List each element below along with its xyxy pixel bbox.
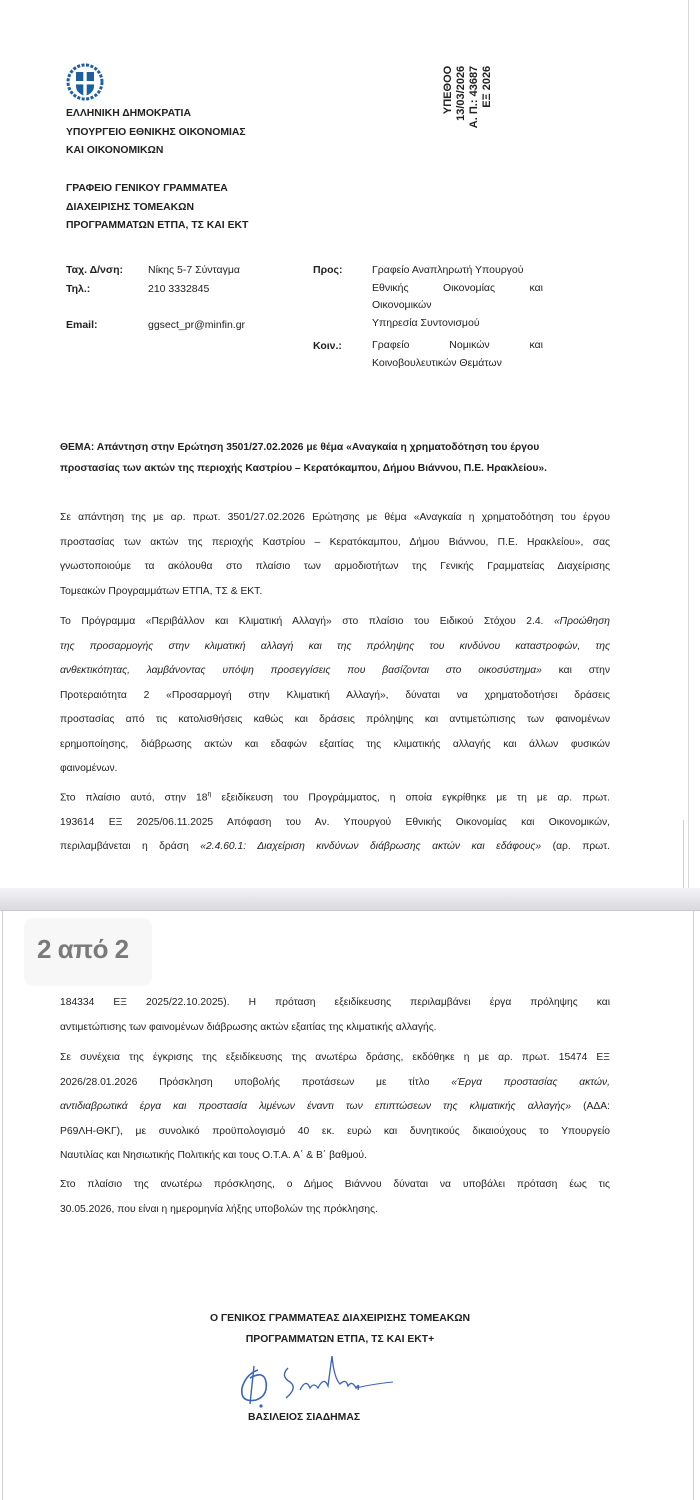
- page-separator: [0, 888, 700, 911]
- text-line: γνωστοποιούμε τα ακόλουθα στο πλαίσιο των αρμοδιοτήτων της Γενικής Γραμματείας Διαχείρισης: [60, 561, 610, 572]
- paragraph-5: [60, 1046, 610, 1169]
- signatory-title-line: ΠΡΟΓΡΑΜΜΑΤΩΝ ΕΤΠΑ, ΤΣ ΚΑΙ ΕΚΤ+: [245, 1334, 435, 1345]
- stamp-line: ΕΞ 2026: [481, 65, 493, 108]
- text-line: Ρ69ΛΗ-ΘΚΓ), με συνολικό προϋπολογισμό 40 εκ. ευρώ και δυνητικούς δικαιούχους το Υπουργείο: [60, 1125, 610, 1137]
- italic-run: της προσαρμογής στην κλιματική αλλαγή και της πρόληψης του κινδύνου καταστροφών, της: [60, 640, 610, 652]
- superscript: η: [207, 791, 212, 798]
- italic-run: αντιδιαβρωτικά έργα και προστασία λιμένων έναντι των επιπτώσεων της κλιματικής αλλαγής»: [60, 1101, 572, 1112]
- protocol-stamp: [418, 52, 518, 142]
- subject-line: προστασίας των ακτών της περιοχής Καστρίου – Κερατόκαμπου, Δήμου Βιάννου, Π.Ε. Ηρακλείου».: [60, 463, 548, 474]
- text-line: Ναυτιλίας και Νησιωτικής Πολιτικής και τους Ο.Τ.Α. Α΄ & Β΄ βαθμού.: [60, 1150, 367, 1161]
- recipient-line: Οικονομικών: [372, 299, 432, 311]
- office-line: ΠΡΟΓΡΑΜΜΑΤΩΝ ΕΤΠΑ, ΤΣ ΚΑΙ ΕΚΤ: [66, 220, 249, 231]
- text-line: [60, 1071, 610, 1096]
- address-label: Ταχ. Δ/νση:: [66, 264, 123, 276]
- text-run: (αρ. πρωτ.: [541, 841, 611, 853]
- text-line: [60, 659, 610, 684]
- to-label: Προς:: [313, 264, 343, 276]
- text-line: Τομεακών Προγραμμάτων ΕΤΠΑ, ΤΣ & ΕΚΤ.: [60, 585, 263, 597]
- paragraph-4: [60, 991, 610, 1040]
- text-line: [60, 835, 610, 860]
- org-line: ΕΛΛΗΝΙΚΗ ΔΗΜΟΚΡΑΤΙΑ: [66, 108, 191, 119]
- recipient-line: Εθνικής Οικονομίας και: [372, 281, 543, 294]
- recipient-line: Γραφείο Αναπληρωτή Υπουργού: [372, 264, 524, 276]
- text-run: και στην: [541, 665, 610, 676]
- page-edge: [683, 820, 684, 888]
- text-run: εξειδίκευση του Προγράμματος, η οποία εγκρίθηκε με τη με αρ. πρωτ.: [211, 792, 610, 804]
- signatory-title: [180, 1308, 500, 1350]
- italic-run: ανθεκτικότητας, λαμβάνοντας υπόψη προσεγγίσεις που βασίζονται στο οικοσύστημα»: [60, 665, 542, 676]
- text-line: 184334 ΕΞ 2025/22.10.2025). Η πρόταση εξειδίκευσης περιλαμβάνει έργα πρόληψης και: [60, 997, 610, 1008]
- signatory-title-line: Ο ΓΕΝΙΚΟΣ ΓΡΑΜΜΑΤΕΑΣ ΔΙΑΧΕΙΡΙΣΗΣ ΤΟΜΕΑΚΩΝ: [209, 1313, 471, 1324]
- text-line: [60, 610, 610, 635]
- recipient-line: Υπηρεσία Συντονισμού: [372, 316, 480, 329]
- greek-emblem-icon: [65, 62, 105, 102]
- text-line: ερημοποίησης, διάβρωσης ακτών και εδαφών εξαιτίας της κλιματικής αλλαγής και άλλων φυσικών: [60, 738, 610, 750]
- text-run: Το Πρόγραμμα «Περιβάλλον και Κλιματική Αλλαγή» στο πλαίσιο του Ειδικού Στόχου 2.4.: [60, 616, 554, 627]
- text-line: [60, 783, 610, 811]
- text-run: Στο πλαίσιο αυτό, στην 18: [60, 792, 208, 804]
- office-line: ΓΡΑΦΕΙΟ ΓΕΝΙΚΟΥ ΓΡΑΜΜΑΤΕΑ: [66, 183, 228, 194]
- handwritten-signature: [228, 1348, 398, 1418]
- subject-line: ΘΕΜΑ: Απάντηση στην Ερώτηση 3501/27.02.2026 με θέμα «Αναγκαία η χρηματοδότηση του έργου: [60, 442, 540, 453]
- text-line: προστασίας των ακτών της περιοχής Καστρίου – Κερατόκαμπου, Δήμου Βιάννου, Π.Ε. Ηρακλείου», σας: [60, 536, 610, 548]
- paragraph-3: [60, 783, 610, 860]
- office-line: ΔΙΑΧΕΙΡΙΣΗΣ ΤΟΜΕΑΚΩΝ: [66, 201, 194, 213]
- text-line: 193614 ΕΞ 2025/06.11.2025 Απόφαση του Αν. Υπουργού Εθνικής Οικονομίας και Οικονομικών,: [60, 816, 610, 828]
- org-line: ΚΑΙ ΟΙΚΟΝΟΜΙΚΩΝ: [66, 145, 164, 156]
- paragraph-6: [60, 1173, 610, 1222]
- text-run: (ΑΔΑ:: [571, 1101, 611, 1112]
- page-indicator: [24, 918, 152, 986]
- paragraph-2: [60, 610, 610, 782]
- text-line: φαινομένων.: [60, 763, 118, 774]
- recipient-line: Γραφείο Νομικών και: [372, 339, 543, 351]
- phone-label: Τηλ.:: [66, 283, 91, 295]
- text-line: [60, 635, 610, 660]
- text-line: αντιμετώπισης των φαινομένων διάβρωσης ακτών εξαιτίας της κλιματικής αλλαγής.: [60, 1021, 437, 1033]
- italic-run: «Προώθηση: [553, 616, 610, 627]
- page-indicator-text: 2 από 2: [37, 934, 129, 964]
- cc-label: Κοιν.:: [313, 340, 342, 352]
- phone-value: 210 3332845: [148, 283, 210, 295]
- to-recipients: [372, 262, 543, 332]
- email-value[interactable]: ggsect_pr@minfin.gr: [148, 319, 246, 331]
- stamp-line: Α. Π.: 43687: [468, 65, 480, 129]
- paragraph-1: [60, 506, 610, 604]
- text-line: Στο πλαίσιο της ανωτέρω πρόσκλησης, ο Δήμος Βιάννου δύναται να υποβάλει πρόταση έως τις: [60, 1179, 610, 1190]
- text-run: περιλαμβάνεται η δράση: [60, 841, 201, 853]
- italic-run: «Έργα προστασίας ακτών,: [451, 1076, 610, 1088]
- text-line: 30.05.2026, που είναι η ημερομηνία λήξης υποβολών της πρόκλησης.: [60, 1203, 378, 1215]
- text-line: προστασίας από τις κατολισθήσεις καθώς και δράσεις πρόληψης και αντιμετώπισης των φαινομένων: [60, 714, 610, 725]
- office-header: [66, 180, 248, 236]
- italic-run: «2.4.60.1: Διαχείριση κινδύνων διάβρωσης ακτών και εδάφους»: [200, 841, 542, 853]
- address-value: Νίκης 5-7 Σύνταγμα: [148, 264, 240, 276]
- subject: [60, 437, 610, 479]
- text-line: Σε απάντηση της με αρ. πρωτ. 3501/27.02.2026 Ερώτησης με θέμα «Αναγκαία η χρηματοδότηση του έργου: [60, 512, 610, 523]
- text-line: [60, 1095, 610, 1120]
- cc-recipients: [372, 337, 543, 372]
- stamp-line: 13/03/2026: [455, 65, 467, 121]
- org-line: ΥΠΟΥΡΓΕΙΟ ΕΘΝΙΚΗΣ ΟΙΚΟΝΟΜΙΑΣ: [66, 126, 246, 138]
- org-header: [66, 105, 246, 161]
- stamp-line: ΥΠΕΘΟΟ: [442, 65, 454, 115]
- recipient-line: Κοινοβουλευτικών Θεμάτων: [372, 356, 502, 369]
- text-run: 2026/28.01.2026 Πρόσκληση υποβολής προτάσεων με τίτλο: [60, 1076, 452, 1088]
- text-line: Προτεραιότητα 2 «Προσαρμογή στην Κλιματική Αλλαγή», δύναται να χρηματοδοτήσει δράσεις: [60, 689, 610, 701]
- signatory-name: ΒΑΣΙΛΕΙΟΣ ΣΙΑΔΗΜΑΣ: [248, 1412, 361, 1423]
- email-label: Email:: [66, 319, 98, 331]
- text-line: Σε συνέχεια της έγκρισης της εξειδίκευσης της ανωτέρω δράσης, εκδόθηκε η με αρ. πρωτ. 15474 ΕΞ: [60, 1052, 610, 1063]
